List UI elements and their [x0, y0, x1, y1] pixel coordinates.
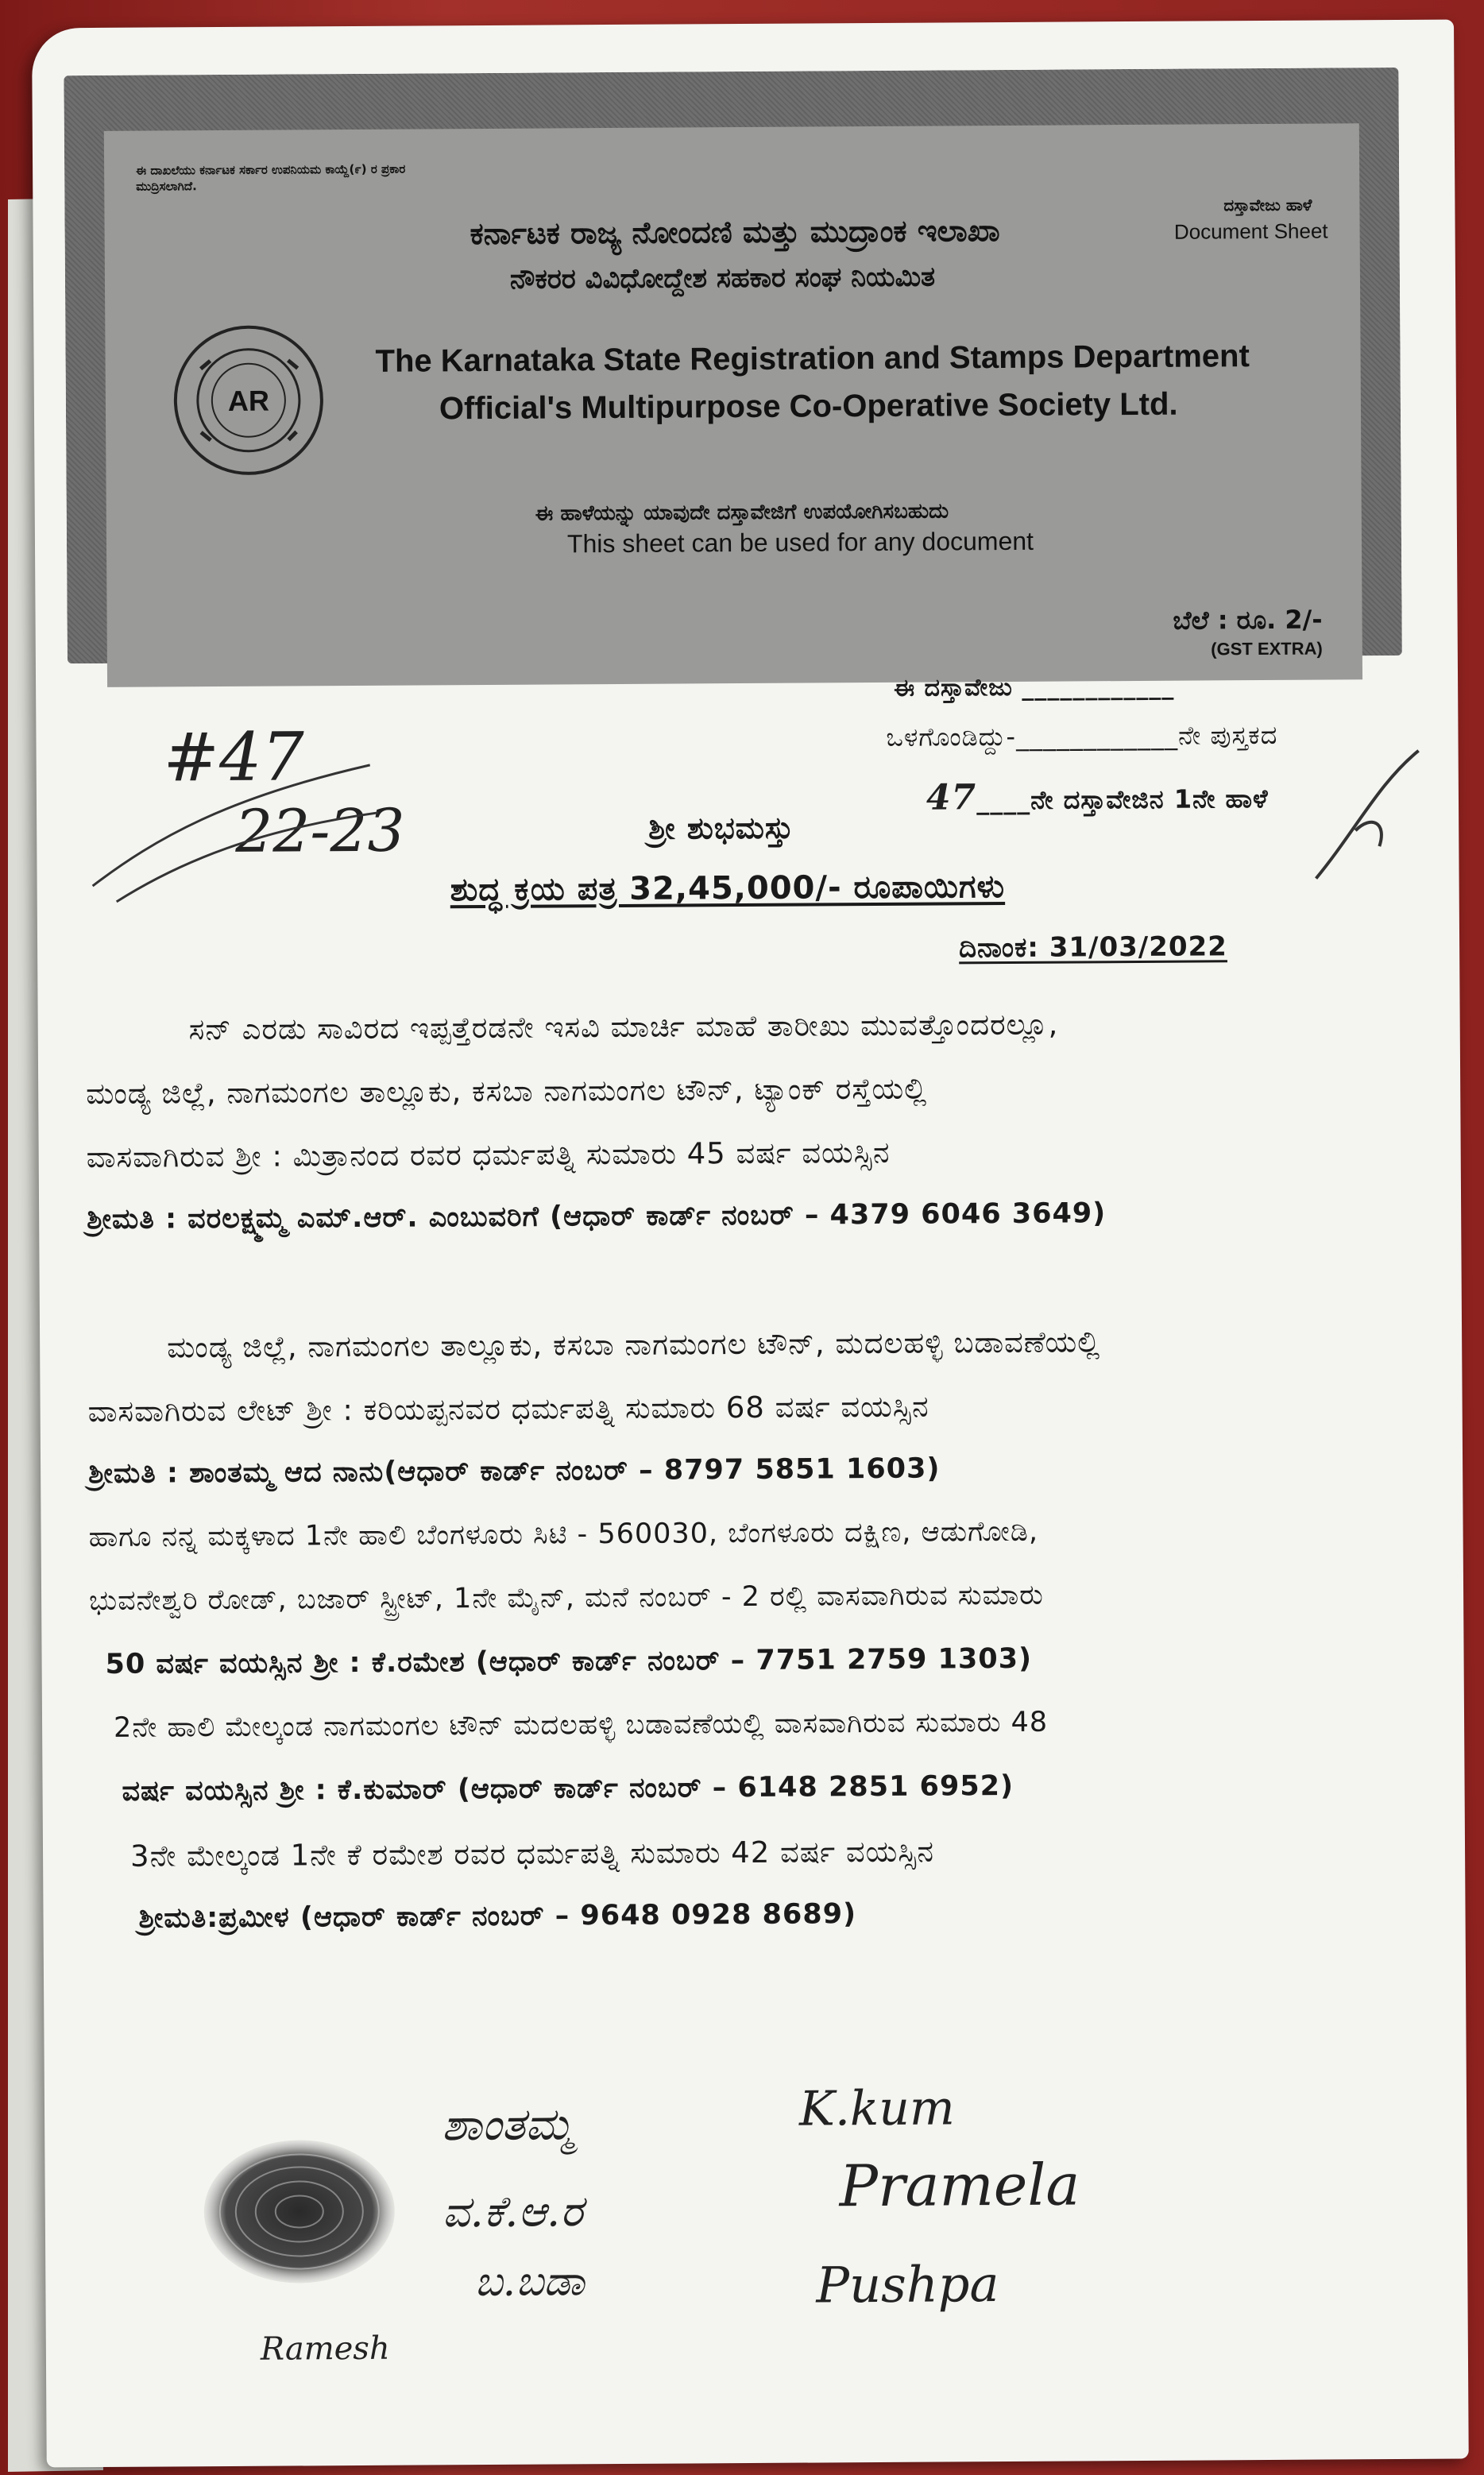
header-legal-note: ಈ ದಾಖಲೆಯು ಕರ್ನಾಟಕ ಸರ್ಕಾರ ಉಪನಿಯಮ ಕಾಯ್ದೆ(೯) ರ ಪ್ರಕಾರ ಮುದ್ರಿಸಲಾಗಿದೆ. — [136, 161, 406, 194]
usage-note-kannada: ಈ ಹಾಳೆಯನ್ನು ಯಾವುದೇ ದಸ್ತಾವೇಜಿಗೆ ಉಪಯೋಗಿಸಬಹುದು — [535, 499, 949, 526]
seal-text: AR — [227, 384, 270, 417]
handwritten-year: 22-23 — [234, 796, 405, 866]
society-name-kannada: ನೌಕರರ ವಿವಿಧೋದ್ದೇಶ ಸಹಕಾರ ಸಂಘ ನಿಯಮಿತ — [509, 261, 936, 296]
para2-line-4: ಹಾಗೂ ನನ್ನ ಮಕ್ಕಳಾದ 1ನೇ ಹಾಲಿ ಬೆಂಗಳೂರು ಸಿಟಿ - 560030, ಬೆಂಗಳೂರು ದಕ್ಷಿಣ, ಆಡುಗೋಡಿ, — [88, 1515, 1039, 1554]
deed-date: ದಿನಾಂಕ: 31/03/2022 — [958, 930, 1227, 965]
deed-body — [32, 20, 1469, 2468]
para2-line-7: 2ನೇ ಹಾಲಿ ಮೇಲ್ಕಂಡ ನಾಗಮಂಗಲ ಟೌನ್ ಮದಲಹಳ್ಳಿ ಬಡಾವಣೆಯಲ್ಲಿ ವಾಸವಾಗಿರುವ ಸುಮಾರು 48 — [113, 1706, 1049, 1744]
para2-line-10: ಶ್ರೀಮತಿ:ಪ್ರಮೀಳ (ಆಧಾರ್ ಕಾರ್ಡ್ ನಂಬರ್ – 9648 0928 8689) — [138, 1898, 857, 1935]
para2-line-5: ಭುವನೇಶ್ವರಿ ರೋಡ್, ಬಜಾರ್ ಸ್ಟ್ರೀಟ್, 1ನೇ ಮೈನ್, ಮನೆ ನಂಬರ್ - 2 ರಲ್ಲಿ ವಾಸವಾಗಿರುವ ಸುಮಾರು — [88, 1579, 1044, 1618]
signature-pushpa: Pushpa — [816, 2255, 999, 2315]
signature-kumar: K.kum — [798, 2080, 956, 2137]
para2-line-6: 50 ವರ್ಷ ವಯಸ್ಸಿನ ಶ್ರೀ : ಕೆ.ರಮೇಶ (ಆಧಾರ್ ಕಾರ್ಡ್ ನಂಬರ್ – 7751 2759 1303) — [105, 1642, 1033, 1680]
para2-line-1: ಮಂಡ್ಯ ಜಿಲ್ಲೆ, ನಾಗಮಂಗಲ ತಾಲ್ಲೂಕು, ಕಸಬಾ ನಾಗಮಂಗಲ ಟೌನ್, ಮದಲಹಳ್ಳಿ ಬಡಾವಣೆಯಲ್ಲಿ — [167, 1325, 1101, 1365]
signature-pramela: Pramela — [839, 2151, 1080, 2220]
handwritten-initial-mark — [1307, 735, 1451, 895]
usage-note-english: This sheet can be used for any document — [566, 526, 1034, 559]
registration-line-1: ಈ ದಸ್ತಾವೇಜು ____________ — [894, 672, 1175, 702]
para1-line-3: ವಾಸವಾಗಿರುವ ಶ್ರೀ : ಮಿತ್ರಾನಂದ ರವರ ಧರ್ಮಪತ್ನಿ ಸುಮಾರು 45 ವರ್ಷ ವಯಸ್ಸಿನ — [86, 1135, 891, 1175]
signature-ramesh: Ramesh — [260, 2330, 390, 2368]
department-name-kannada: ಕರ್ನಾಟಕ ರಾಜ್ಯ ನೋಂದಣಿ ಮತ್ತು ಮುದ್ರಾಂಕ ಇಲಾಖಾ — [470, 213, 1000, 252]
society-name-english: Official's Multipurpose Co-Operative Society Ltd. — [439, 386, 1178, 427]
document-sheet — [32, 20, 1469, 2468]
sheet-label-english: Document Sheet — [1173, 218, 1328, 244]
sheet-price: ಬೆಲೆ : ರೂ. 2/- — [1173, 604, 1323, 636]
gst-note: (GST EXTRA) — [1211, 638, 1323, 659]
para2-line-9: 3ನೇ ಮೇಲ್ಕಂಡ 1ನೇ ಕೆ ರಮೇಶ ರವರ ಧರ್ಮಪತ್ನಿ ಸುಮಾರು 42 ವರ್ಷ ವಯಸ್ಸಿನ — [129, 1834, 935, 1874]
department-name-english: The Karnataka State Registration and Stamps Department — [375, 338, 1250, 379]
para1-line-1: ಸನ್ ಎರಡು ಸಾವಿರದ ಇಪ್ಪತ್ತೆರಡನೇ ಇಸವಿ ಮಾರ್ಚಿ ಮಾಹೆ ತಾರೀಖು ಮುವತ್ತೊಂದರಲ್ಲೂ, — [188, 1007, 1059, 1047]
para2-line-3: ಶ್ರೀಮತಿ : ಶಾಂತಮ್ಮ ಆದ ನಾನು(ಆಧಾರ್ ಕಾರ್ಡ್ ನಂಬರ್ – 8797 5851 1603) — [88, 1452, 941, 1491]
para1-line-4: ಶ್ರೀಮತಿ : ವರಲಕ್ಷ್ಮಮ್ಮ ಎಮ್.ಆರ್. ಎಂಬುವರಿಗೆ (ಆಧಾರ್ ಕಾರ್ಡ್ ನಂಬರ್ – 4379 6046 3649) — [87, 1197, 1107, 1236]
signature-2: ವ.ಕೆ.ಆ.ರ — [442, 2186, 583, 2237]
registration-line-3: 47____ನೇ ದಸ್ತಾವೇಜಿನ 1ನೇ ಹಾಳೆ — [926, 777, 1269, 818]
para1-line-2: ಮಂಡ್ಯ ಜಿಲ್ಲೆ, ನಾಗಮಂಗಲ ತಾಲ್ಲೂಕು, ಕಸಬಾ ನಾಗಮಂಗಲ ಟೌನ್, ಟ್ಯಾಂಕ್ ರಸ್ತೆಯಲ್ಲಿ — [86, 1071, 928, 1112]
thumbprint-icon — [187, 2124, 411, 2300]
sheet-label-kannada: ದಸ್ತಾವೇಜು ಹಾಳೆ — [1223, 195, 1312, 215]
registration-line-2: ಒಳಗೊಂಡಿದ್ದು-____________ನೇ ಪುಸ್ತಕದ — [886, 719, 1278, 752]
signature-shanthamma: ಶಾಂತಮ್ಮ — [441, 2098, 574, 2152]
deed-title: ಶುದ್ಧ ಕ್ರಯ ಪತ್ರ 32,45,000/- ರೂಪಾಯಿಗಳು — [450, 868, 1006, 909]
handwritten-underline-strokes — [83, 725, 386, 918]
invocation: ಶ್ರೀ ಶುಭಮಸ್ತು — [648, 810, 794, 846]
signature-3: ಬ.ಬಡಾ — [474, 2257, 585, 2307]
para2-line-8: ವರ್ಷ ವಯಸ್ಸಿನ ಶ್ರೀ : ಕೆ.ಕುಮಾರ್ (ಆಧಾರ್ ಕಾರ್ಡ್ ನಂಬರ್ – 6148 2851 6952) — [122, 1769, 1014, 1808]
handwritten-serial-number: #47 — [163, 717, 305, 797]
para2-line-2: ವಾಸವಾಗಿರುವ ಲೇಟ್ ಶ್ರೀ : ಕರಿಯಪ್ಪನವರ ಧರ್ಮಪತ್ನಿ ಸುಮಾರು 68 ವರ್ಷ ವಯಸ್ಸಿನ — [87, 1389, 929, 1429]
